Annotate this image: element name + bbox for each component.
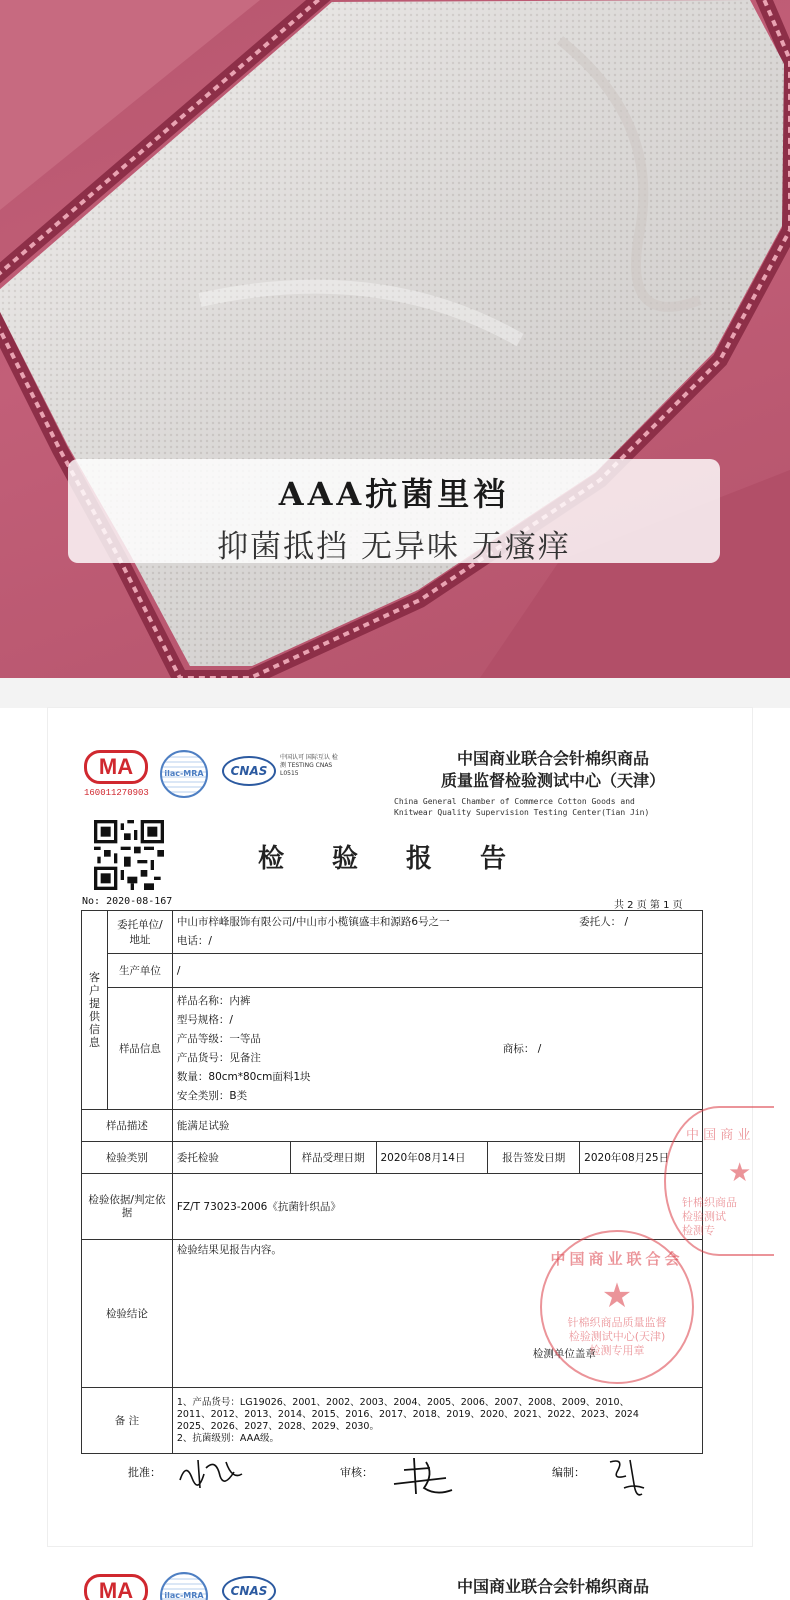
approver-signature xyxy=(176,1454,246,1494)
cnas-logo: CNAS xyxy=(222,1576,276,1600)
sample-line: 样品名称：内裤 xyxy=(176,994,251,1007)
compiler-signature xyxy=(604,1454,654,1504)
remark-value xyxy=(172,1388,702,1454)
org-en-line2: Knitwear Quality Supervision Testing Center(Tian Jin) xyxy=(394,808,650,817)
official-seal-partial xyxy=(664,1106,774,1256)
approve-label: 批准： xyxy=(128,1466,161,1479)
cma-logo: MA xyxy=(84,1574,148,1600)
table-row xyxy=(82,1110,703,1142)
issue-label: 报告签发日期 xyxy=(488,1142,580,1174)
cnas-logo: CNAS xyxy=(222,756,276,786)
producer-label: 生产单位 xyxy=(107,954,172,988)
section-divider xyxy=(0,678,790,708)
seal-top-text: 中国商业联合会 xyxy=(550,1250,684,1268)
compile-label: 编制： xyxy=(552,1466,585,1479)
client-value xyxy=(172,911,702,954)
remark-line: 2、抗菌级别：AAA级。 xyxy=(176,1432,279,1444)
org-en-line1: China General Chamber of Commerce Cotton Goods and xyxy=(394,797,635,806)
sample-line: 安全类别：B类 xyxy=(176,1089,248,1102)
report-number: No: 2020-08-167 xyxy=(82,896,173,907)
table-row xyxy=(82,988,703,1110)
org-name-line1: 中国商业联合会针棉织商品 xyxy=(456,749,649,768)
remark-line: 2025、2026、2027、2028、2029、2030。 xyxy=(176,1420,379,1432)
banner-subtitle: 抑菌抵挡 无异味 无瘙痒 xyxy=(217,529,571,565)
receive-label: 样品受理日期 xyxy=(290,1142,376,1174)
test-report xyxy=(48,708,752,1546)
seal-top-text: 中 国 商 业 xyxy=(686,1128,751,1143)
conclusion-text: 检验结果见报告内容。 xyxy=(176,1244,282,1256)
official-seal xyxy=(540,1230,694,1384)
sample-line: 产品等级：一等品 xyxy=(176,1032,261,1045)
cnas-text: 中国认可 国际互认 检测 TESTING CNAS L0515 xyxy=(280,754,338,777)
ilac-mra-logo: ilac-MRA xyxy=(160,750,208,798)
producer-value: / xyxy=(172,954,702,988)
table-row xyxy=(82,911,703,954)
cma-logo: MA xyxy=(84,750,148,784)
report-title: 检验报告 xyxy=(258,844,555,874)
type-value: 委托检验 xyxy=(172,1142,290,1174)
remark-line: 1、产品货号：LG19026、2001、2002、2003、2004、2005、2006、2007、2008、2009、2010、 xyxy=(176,1396,630,1408)
table-row xyxy=(82,1142,703,1174)
signature-row xyxy=(118,1454,678,1504)
organization-name xyxy=(388,748,718,792)
reviewer-signature xyxy=(390,1454,460,1504)
banner-title: AAA抗菌里裆 xyxy=(278,475,510,513)
table-row xyxy=(82,954,703,988)
trademark: 商标： / xyxy=(502,1043,542,1055)
type-label: 检验类别 xyxy=(82,1142,173,1174)
sample-info-value xyxy=(172,988,702,1110)
feature-banner xyxy=(68,459,720,563)
seal-body-text: 针棉织商品 检验测试 检测专 xyxy=(682,1196,737,1237)
client-address: 中山市梓峰服饰有限公司/中山市小榄镇盛丰和源路6号之一 xyxy=(176,916,450,928)
conclusion-label: 检验结论 xyxy=(82,1240,173,1388)
side-label: 客户提供信息 xyxy=(82,911,108,1110)
certification-logos xyxy=(84,750,344,802)
desc-label: 样品描述 xyxy=(82,1110,173,1142)
table-row xyxy=(82,1388,703,1454)
cma-number: 160011270903 xyxy=(84,788,149,798)
remark-line: 2011、2012、2013、2014、2015、2016、2017、2018、2019、2020、2021、2022、2023、2024 xyxy=(176,1408,639,1420)
basis-value: FZ/T 73023-2006《抗菌针织品》 xyxy=(172,1174,702,1240)
review-label: 审核： xyxy=(340,1466,373,1479)
product-photo xyxy=(0,0,790,678)
seal-body-text: 针棉织商品质量监督 检验测试中心(天津) 检测专用章 xyxy=(567,1316,667,1357)
org-name-line2: 质量监督检验测试中心（天津） xyxy=(440,771,665,790)
client-phone: 电话：/ xyxy=(176,935,212,947)
entrust-person: 委托人： / xyxy=(579,916,628,928)
next-report-page xyxy=(48,1552,752,1600)
star-icon: ★ xyxy=(601,1276,633,1316)
qr-code-icon xyxy=(94,820,164,890)
remark-label: 备 注 xyxy=(82,1388,173,1454)
ilac-mra-logo: ilac-MRA xyxy=(160,1572,208,1600)
organization-name: 中国商业联合会针棉织商品 xyxy=(456,1577,649,1596)
receive-value: 2020年08月14日 xyxy=(376,1142,488,1174)
client-label: 委托单位/地址 xyxy=(107,911,172,954)
fabric-illustration xyxy=(0,0,790,678)
basis-label: 检验依据/判定依据 xyxy=(82,1174,173,1240)
sample-line: 数量：80cm*80cm面料1块 xyxy=(176,1070,311,1083)
sample-line: 型号规格：/ xyxy=(176,1013,233,1026)
sample-info-label: 样品信息 xyxy=(107,988,172,1110)
seal-caption: 检测单位盖章 xyxy=(532,1348,596,1360)
issue-value: 2020年08月25日 xyxy=(580,1142,703,1174)
star-icon: ★ xyxy=(728,1158,752,1188)
desc-value: 能满足试验 xyxy=(172,1110,702,1142)
page-count: 共 2 页 第 1 页 xyxy=(614,900,683,911)
sample-line: 产品货号：见备注 xyxy=(176,1051,261,1064)
organization-name-en xyxy=(394,796,724,818)
